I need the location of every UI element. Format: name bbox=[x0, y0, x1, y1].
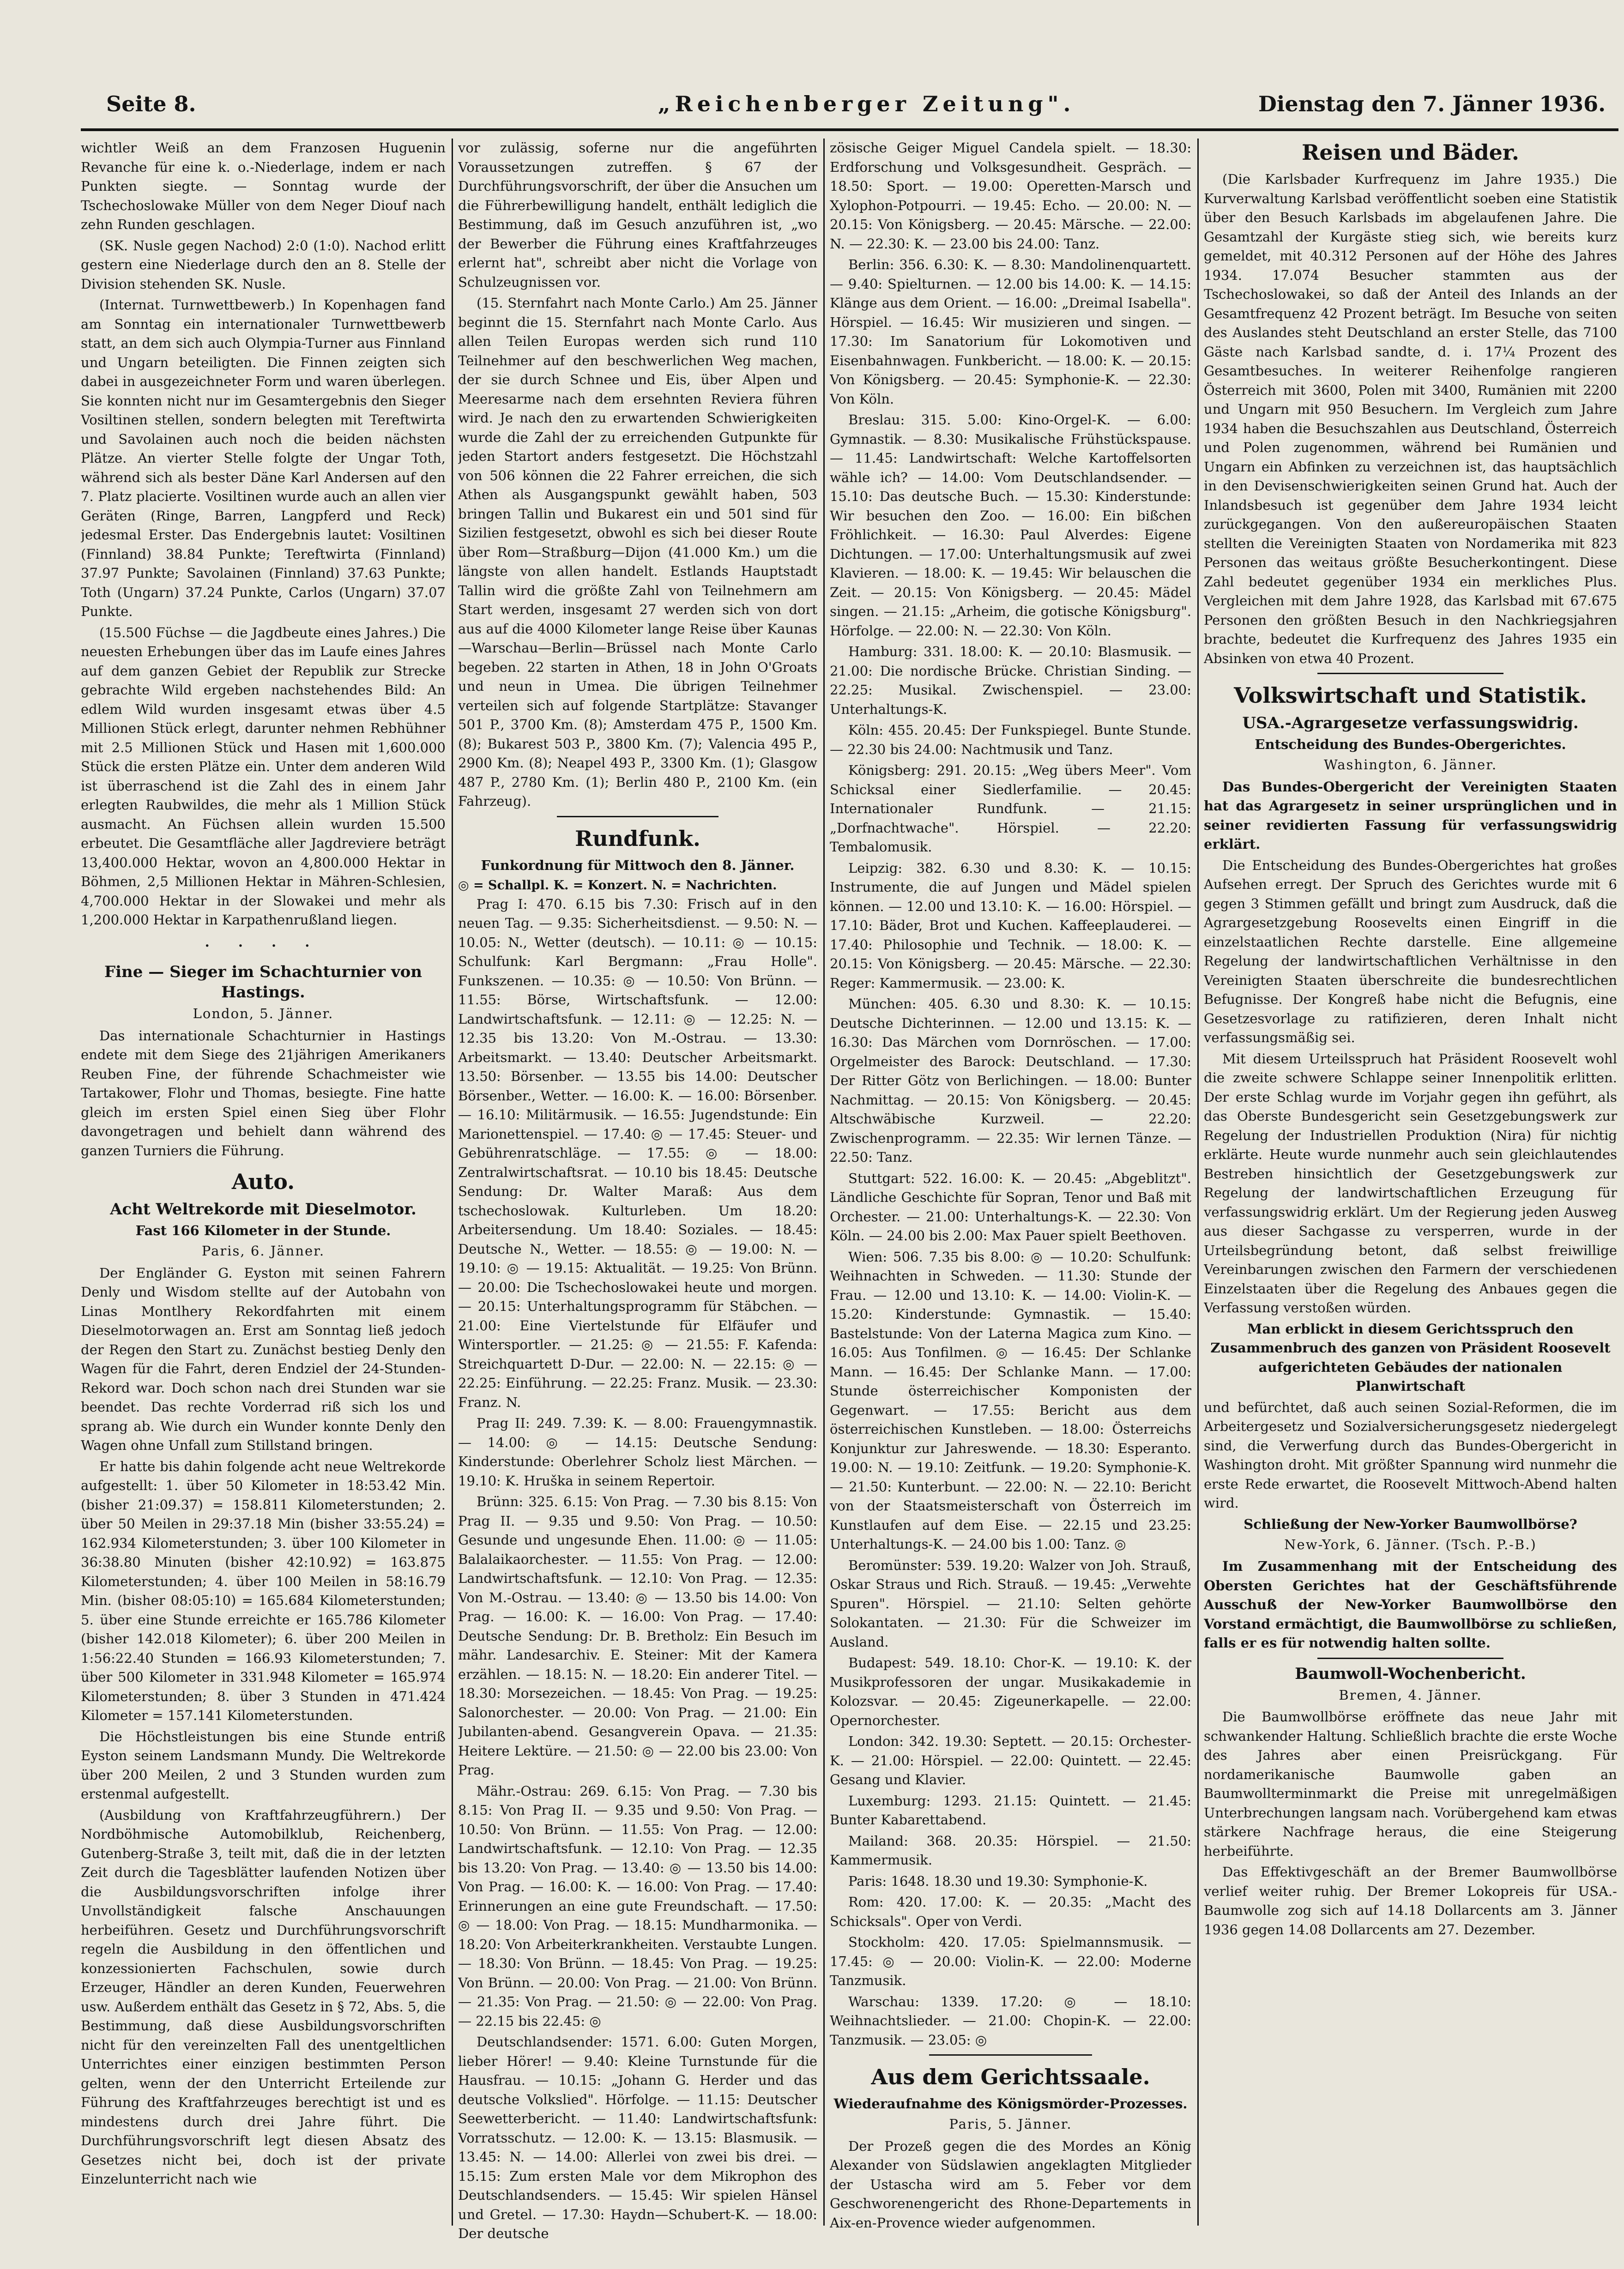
article-text: (Ausbildung von Kraftfahrzeugführern.) Der Nordböhmische Automobilklub, Reichenberg, Gutenberg-Straße 3, teilt mit, daß die in der letzten Zeit durch die Tagesblätter laufenden Notizen über die Ausbildungsvorschriften infolge ihrer Unvollständigkeit falsche Anschauungen herbeiführen. Gesetz und Durchführungsvorschrift regeln die Ausbildung in den öffentlichen und konzessionierten Fachschulen, sowie durch Erzeuger, Händler an deren Kunden, Feuerwehren usw. Außerdem enthält das Gesetz in § 72, Abs. 5, die Bestimmung, daß diese Ausbildungsvorschriften nicht für den vereinzelten Fall des unentgeltlichen Unterrichtes einer einzigen bestimmten Person gelten, wenn der den Unterricht Erteilende zur Führung des Kraftfahrzeuges berechtigt ist und es mindestens durch drei Jahre führt. Die Durchführungsvorschrift legt diesen Absatz des Gesetzes nicht bei, doch ist der private Einzelunterricht nach wie bbox=[81, 1807, 446, 2187]
radio-program: zösische Geiger Miguel Candela spielt. — 18.30: Erdforschung und Volksgesundheit. Gespräch. — 18.50: Sport. — 19.00: Operetten-Marsch und Xylophon-Potpourri. — 19.45: Echo. — 20.00: N. — 20.15: Von Königsberg. — 20.45: Märsche. — 22.00: N. — 22.30: K. — 23.00 bis 24.00: Tanz. bbox=[830, 140, 1191, 252]
column-divider bbox=[452, 139, 453, 2226]
headline-auto: Acht Weltrekorde mit Dieselmotor. bbox=[110, 1200, 417, 1219]
dateline: London, 5. Jänner. bbox=[193, 1006, 334, 1021]
article-text: Der Prozeß gegen die des Mordes an König Alexander von Südslawien angeklagten Mitglieder der Ustascha wird am 5. Feber vor dem Geschworenengericht des Rhone-Departements in Aix-en-Provence wieder aufgenommen. bbox=[830, 2138, 1191, 2231]
radio-program: Luxemburg: 1293. 21.15: Quintett. — 21.45: Bunter Kabarettabend. bbox=[830, 1792, 1191, 1828]
article-text: Die Baumwollbörse eröffnete das neue Jahr mit schwankender Haltung. Schließlich brachte die erste Woche des Jahres aber einen Preisrückgang. Für nordamerikanische Baumwolle gaben an Baumwollterminmarkt die Preise mit unregelmäßigen Unterbrechungen langsam nach. Vorübergehend kam etwas stärkere Nachfrage heraus, die eine Steigerung herbeiführte. bbox=[1204, 1709, 1617, 1859]
section-heading-travel: Reisen und Bäder. bbox=[1302, 140, 1519, 165]
radio-program: Warschau: 1339. 17.20: ◎ — 18.10: Weihnachtslieder. — 21.00: Chopin-K. — 22.00: Tanzmusik. — 23.05: ◎ bbox=[830, 1993, 1191, 2048]
headline-cotton-exchange: Schließung der New-Yorker Baumwollbörse? bbox=[1244, 1516, 1577, 1532]
column-divider bbox=[1197, 139, 1199, 2226]
article-text: Er hatte bis dahin folgende acht neue Weltrekorde aufgestellt: 1. über 50 Kilometer in 18:53.42 Min. (bisher 21:09.37) = 158.811 Kilometerstunden; 2. über 50 Meilen in 29:37.18 Min (bisher 33:55.24) = 162.934 Kilometerstunden; 3. über 100 Kilometer in 36:38.80 Minuten (bisher 42:10.92) = 163.875 Kilometerstunden; 4. über 100 Meilen in 58:16.79 Min. (bisher 08:05:10) = 165.684 Kilometerstunden; 5. über eine Stunde erreichte er 165.786 Kilometer (bisher 142.018 Kilometer); 6. über 200 Meilen in 1:56:22.40 Stunden = 166.93 Kilometerstunden; 7. über 500 Kilometer in 331.948 Kilometer = 165.974 Kilometerstunden; 8. über 3 Stunden in 471.424 Kilometer = 157.141 Kilometerstunden. bbox=[81, 1458, 446, 1723]
radio-program: München: 405. 6.30 und 8.30: K. — 10.15: Deutsche Dichterinnen. — 12.00 und 13.15: K. — 16.30: Das Märchen vom Dornröschen. — 17.00: Orgelmeister des Barock: Deutschland. — 17.30: Der Ritter Götz von Berlichingen. — 18.00: Bunter Nachmittag. — 20.15: Von Königsberg. — 20.45: Altschwäbische Kurzweil. — 22.20: Zwischenprogramm. — 22.35: Wir lernen Tänze. — 22.50: Tanz. bbox=[830, 996, 1191, 1165]
radio-program: Prag I: 470. 6.15 bis 7.30: Frisch auf in den neuen Tag. — 9.35: Sicherheitsdienst. — 9.50: N. — 10.05: N., Wetter (deutsch). — 10.11: ◎ — 10.15: Schulfunk: Karl Bergmann: „Frau Holle". Funkszenen. — 10.35: ◎ — 10.50: Von Brünn. — 11.55: Börse, Wirtschaftsfunk. — 12.00: Landwirtschaftsfunk. — 12.11: ◎ — 12.25: N. — 12.35 bis 13.20: Von M.-Ostrau. — 13.30: Arbeitsmarkt. — 13.40: Deutscher Arbeitsmarkt. 13.50: Börsenber. — 13.55 bis 14.00: Deutscher Börsenber., Wetter. — 16.00: K. — 16.00: Börsenber. — 16.10: Militärmusik. — 16.55: Jugendstunde: Ein Marionettenspiel. — 17.40: ◎ — 17.45: Steuer- und Gebührenratschläge. — 17.55: ◎ — 18.00: Zentralwirtschaftsrat. — 10.10 bis 18.45: Deutsche Sendung: Dr. Walter Maraß: Aus dem tschechoslowak. Kulturleben. Um 18.20: Arbeitersendung. Um 18.40: Soziales. — 18.45: Deutsche N., Wetter. — 18.55: ◎ — 19.00: N. — 19.10: ◎ — 19.15: Aktualität. — 19.25: Von Brünn. — 20.00: Die Tschechoslowakei heute und morgen. — 20.15: Unterhaltungsprogramm für Stäbchen. — 21.00: Eine Viertelstunde für Elfäufer und Wintersportler. — 21.25: ◎ — 21.55: F. Kafenda: Streichquartett D-Dur. — 22.00: N. — 22.15: ◎ — 22.25: Einführung. — 22.25: Franz. Musik. — 23.30: Franz. N. bbox=[458, 896, 817, 1410]
dateline: Washington, 6. Jänner. bbox=[1323, 757, 1497, 772]
subheadline: Funkordnung für Mittwoch den 8. Jänner. bbox=[481, 857, 795, 873]
article-text: (Internat. Turnwettbewerb.) In Kopenhagen fand am Sonntag ein internationaler Turnwettbewerb statt, an dem sich auch Olympia-Turner aus Finnland und Ungarn beteiligten. Die Finnen zeigten sich dabei in ausgezeichneter Form und waren überlegen. Sie konnten nicht nur im Gesamtergebnis den Sieger Vosiltinen stellen, sondern belegten mit Tereftwirta und Savolainen auch noch die beiden nächsten Plätze. An vierter Stelle folgte der Ungar Toth, während sich als bester Däne Karl Andersen auf den 7. Platz placierte. Vosiltinen wurde auch an allen vier Geräten (Ringe, Barren, Langpferd und Reck) jedesmal Erster. Das Endergebnis lautet: Vosiltinen (Finnland) 38.84 Punkte; Tereftwirta (Finnland) 37.97 Punkte; Savolainen (Finnland) 37.63 Punkte; Toth (Ungarn) 37.24 Punkte, Carlos (Ungarn) 37.07 Punkte. bbox=[81, 297, 446, 619]
radio-program: Stockholm: 420. 17.05: Spielmannsmusik. — 17.45: ◎ — 20.00: Violin-K. — 22.00: Moderne Tanzmusik. bbox=[830, 1934, 1191, 1988]
subheadline: Fast 166 Kilometer in der Stunde. bbox=[135, 1223, 391, 1238]
headline-cotton-weekly: Baumwoll-Wochenbericht. bbox=[1295, 1664, 1526, 1683]
radio-program: Mähr.-Ostrau: 269. 6.15: Von Prag. — 7.30 bis 8.15: Von Prag II. — 9.35 und 9.50: Von Prag. — 10.50: Von Brünn. — 11.55: Von Prag. — 12.00: Landwirtschaftsfunk. — 12.10: Von Prag. — 12.35 bis 13.20: Von Prag. — 13.40: ◎ — 13.50 bis 14.00: Von Prag. — 16.00: K. — 16.00: Von Prag. — 17.40: Erinnerungen an eine gute Freundschaft. — 17.50: ◎ — 18.00: Von Prag. — 18.15: Mundharmonika. — 18.20: Von Arbeiterkrankheiten. Verstaubte Lungen. — 18.30: Von Brünn. — 18.45: Von Prag. — 19.25: Von Brünn. — 20.00: Von Prag. — 21.00: Von Brünn. — 21.35: Von Prag. — 21.50: ◎ — 22.00: Von Prag. — 22.15 bis 22.45: ◎ bbox=[458, 1783, 817, 2029]
article-text: und befürchtet, daß auch seinen Sozial-Reformen, die im Arbeitergesetz und Sozialversicherungsgesetz niedergelegt sind, die Verwerfung durch das Bundes-Obergericht in Washington droht. Mit größter Spannung wird nunmehr die erste Rede erwartet, die Roosevelt Mittwoch-Abend halten wird. bbox=[1204, 1399, 1617, 1511]
subheadline: Wiederaufnahme des Königsmörder-Prozesses. bbox=[833, 2096, 1188, 2112]
radio-program: Rom: 420. 17.00: K. — 20.35: „Macht des Schicksals". Oper von Verdi. bbox=[830, 1894, 1191, 1929]
article-highlight: Man erblickt in diesem Gerichtsspruch den Zusammenbruch des ganzen von Präsident Roosevelt aufgerichteten Gebäudes der nationalen Planwirtschaft bbox=[1210, 1321, 1611, 1394]
article-text: Die Höchstleistungen bis eine Stunde entriß Eyston seinem Landsmann Mundy. Die Weltrekorde über 200 Meilen, 2 und 3 Stunden wurden zum erstenmal aufgestellt. bbox=[81, 1728, 446, 1802]
radio-program: Hamburg: 331. 18.00: K. — 20.10: Blasmusik. — 21.00: Die nordische Brücke. Christian Sinding. — 22.25: Musikal. Zwischenspiel. — 23.00: Unterhaltungs-K. bbox=[830, 644, 1191, 717]
column-4 bbox=[1204, 139, 1617, 2244]
issue-date: Dienstag den 7. Jänner 1936. bbox=[1258, 91, 1606, 116]
section-ornament: · · · · bbox=[205, 937, 322, 953]
article-text: Im Zusammenhang mit der Entscheidung des Obersten Gerichtes hat der Geschäftsführende Ausschuß der New-Yorker Baumwollbörse den Vorstand ermächtigt, die Baumwollbörse zu schließen, falls er es für notwendig halten sollte. bbox=[1204, 1558, 1617, 1651]
article-text: vor zulässig, soferne nur die angeführten Voraussetzungen zutreffen. § 67 der Durchführungsvorschrift, der über die Ansuchen um die Führerbewilligung handelt, enthält lediglich die Bestimmung, daß im Gesuch anzuführen ist, „wo der Bewerber die Führung eines Kraftfahrzeuges erlernt hat", schreibt aber nicht die Vorlage von Schulzeugnissen vor. bbox=[458, 140, 817, 290]
radio-program: London: 342. 19.30: Septett. — 20.15: Orchester-K. — 21.00: Hörspiel. — 22.00: Quintett. — 22.45: Gesang und Klavier. bbox=[830, 1733, 1191, 1787]
section-rule bbox=[1317, 673, 1503, 674]
section-heading-economy: Volkswirtschaft und Statistik. bbox=[1234, 683, 1587, 708]
radio-program: Königsberg: 291. 20.15: „Weg übers Meer". Vom Schicksal einer Siedlerfamilie. — 20.45: Internationaler Rundfunk. — 21.15: „Dorfnachtwache". Hörspiel. — 22.20: Tembalomusik. bbox=[830, 762, 1191, 855]
article-text: (Die Karlsbader Kurfrequenz im Jahre 1935.) Die Kurverwaltung Karlsbad veröffentlicht soeben eine Statistik über den Besuch Karlsbads im abgelaufenen Jahre. Die Gesamtzahl der Kurgäste stieg sich, wie bereits kurz gemeldet, mit 40.312 Personen auf der Höhe des Jahres 1934. 17.074 Besucher stammten aus der Tschechoslowakei, so daß der Anteil des Inlands an der Gesamtfrequenz 42 Prozent beträgt. Im Besuche von seiten des Auslandes steht Deutschland an erster Stelle, das 7100 Gäste nach Karlsbad sandte, d. i. 17¼ Prozent des Gesamtbesuches. In weiterer Reihenfolge rangieren Österreich mit 3600, Polen mit 3400, Rumänien mit 2200 und Ungarn mit 950 Besuchern. Im Vergleich zum Jahre 1934 haben die Besuchszahlen aus Deutschland, Österreich und Polen zugenommen, während bei Rumänien und Ungarn ein Abfinken zu verzeichnen ist, das hauptsächlich in den Devisenschwierigkeiten seinen Grund hat. Auch der Inlandsbesuch ist gegenüber dem Jahre 1934 leicht zurückgegangen. Von den außereuropäischen Staaten stellten die Vereinigten Staaten von Nordamerika mit 823 Personen das weitaus größte Besucherkontingent. Diese Zahl bedeutet gegenüber 1934 ein merkliches Plus. Vergleichen mit dem Jahre 1928, das Karlsbad mit 67.675 Personen den größten Besuch in den Nachkriegsjahren brachte, bedeutet die Kurfrequenz des Jahres 1935 ein Absinken von etwa 40 Prozent. bbox=[1204, 171, 1617, 666]
article-text: Das internationale Schachturnier in Hastings endete mit dem Siege des 21jährigen Amerikaners Reuben Fine, der führende Schachmeister wie Tartakower, Flohr und Thomas, besiegte. Fine hatte gleich im ersten Spiel einen Sieg über Flohr davongetragen und behielt dann während des ganzen Turniers die Führung. bbox=[81, 1027, 446, 1159]
page-number: Seite 8. bbox=[106, 91, 196, 116]
section-rule bbox=[929, 2054, 1092, 2056]
headline-chess: Fine — Sieger im Schachturnier von Hastings. bbox=[104, 963, 422, 1002]
radio-program: Berlin: 356. 6.30: K. — 8.30: Mandolinenquartett. — 9.40: Spielturnen. — 12.00 bis 14.00: K. — 14.15: Klänge aus dem Orient. — 16.00: „Dreimal Isabella". Hörspiel. — 16.45: Wir musizieren und singen. — 17.30: Im Sanatorium für Lokomotiven und Eisenbahnwagen. Funkbericht. — 18.00: K. — 20.15: Von Königsberg. — 20.45: Symphonie-K. — 22.30: Von Köln. bbox=[830, 257, 1191, 407]
radio-program: Budapest: 549. 18.10: Chor-K. — 19.10: K. der Musikprofessoren der ungar. Musikakademie in Kolozsvar. — 20.45: Zigeunerkapelle. — 22.00: Opernorchester. bbox=[830, 1655, 1191, 1728]
article-text: Die Entscheidung des Bundes-Obergerichtes hat großes Aufsehen erregt. Der Spruch des Gerichtes wurde mit 6 gegen 3 Stimmen gefällt und bringt zum Ausdruck, daß die Agrargesetzgebung Roosevelts einen Eingriff in die einzelstaatlichen Rechte darstelle. Eine allgemeine Regelung der landwirtschaftlichen Verhältnisse in den Vereinigten Staaten überschreite die bundesrechtlichen Befugnisse. Der Kongreß habe nicht die Befugnis, eine Gesetzesvorlage zu ratifizieren, deren Inhalt nicht verfassungsmäßig sei. bbox=[1204, 857, 1617, 1045]
radio-program: Paris: 1648. 18.30 und 19.30: Symphonie-K. bbox=[848, 1873, 1148, 1889]
section-heading-auto: Auto. bbox=[231, 1169, 295, 1194]
column-2 bbox=[458, 139, 817, 2244]
article-text: Das Effektivgeschäft an der Bremer Baumwollbörse verlief weiter ruhig. Der Bremer Lokopreis für USA.-Baumwolle zog sich auf 14.18 Dollarcents am 3. Jänner 1936 gegen 14.08 Dollarcents am 27. Dezember. bbox=[1204, 1864, 1617, 1937]
dateline: Paris, 6. Jänner. bbox=[201, 1243, 325, 1259]
radio-program: Brünn: 325. 6.15: Von Prag. — 7.30 bis 8.15: Von Prag II. — 9.35 und 9.50: Von Prag. — 10.50: Gesunde und ungesunde Ehen. 11.00: ◎ — 11.05: Balalaikaorchester. — 11.55: Von Prag. — 12.00: Landwirtschaftsfunk. — 12.10: Von Prag. — 12.35: Von M.-Ostrau. — 13.40: ◎ — 13.50 bis 14.00: Von Prag. — 16.00: K. — 16.00: Von Prag. — 17.40: Deutsche Sendung: Dr. B. Bretholz: Ein Besuch im mähr. Landesarchiv. E. Steiner: Mit der Kamera erzählen. — 18.15: N. — 18.20: Ein anderer Titel. — 18.30: Morsezeichen. — 18.45: Von Prag. — 19.25: Salonorchester. — 20.00: Von Prag. — 21.00: Ein Jubilanten-abend. Gesangverein Opava. — 21.35: Heitere Lektüre. — 21.50: ◎ — 22.00 bis 23.00: Von Prag. bbox=[458, 1494, 817, 1778]
subheadline: Entscheidung des Bundes-Obergerichtes. bbox=[1255, 736, 1566, 752]
radio-program: Beromünster: 539. 19.20: Walzer von Joh. Strauß, Oskar Straus und Rich. Strauß. — 19.45: „Verwehte Spuren". Hörspiel. — 21.10: Selten gehörte Solokantaten. — 21.30: Für die Schweizer im Ausland. bbox=[830, 1557, 1191, 1650]
column-3 bbox=[830, 139, 1191, 2244]
article-text: (SK. Nusle gegen Nachod) 2:0 (1:0). Nachod erlitt gestern eine Niederlage durch den an 8. Stelle der Division stehenden SK. Nusle. bbox=[81, 237, 446, 292]
radio-program: Mailand: 368. 20.35: Hörspiel. — 21.50: Kammermusik. bbox=[830, 1833, 1191, 1868]
column-divider bbox=[823, 139, 825, 2226]
page-header bbox=[81, 88, 1618, 120]
radio-program: Deutschlandsender: 1571. 6.00: Guten Morgen, lieber Hörer! — 9.40: Kleine Turnstunde für die Hausfrau. — 10.15: „Johann G. Herder und das deutsche Volkslied". Hörfolge. — 11.15: Deutscher Seewetterbericht. — 11.40: Landwirtschaftsfunk: Vorratsschutz. — 12.00: K. — 13.15: Blasmusik. — 13.45: N. — 14.00: Allerlei von zwei bis drei. — 15.15: Zum ersten Male vor dem Mikrophon des Deutschlandsenders. — 15.45: Wir spielen Hänsel und Gretel. — 17.30: Haydn—Schubert-K. — 18.00: Der deutsche bbox=[458, 2034, 817, 2241]
headline-agrar: USA.-Agrargesetze verfassungswidrig. bbox=[1242, 714, 1579, 732]
radio-program: Köln: 455. 20.45: Der Funkspiegel. Bunte Stunde. — 22.30 bis 24.00: Nachtmusik und Tanz. bbox=[830, 722, 1191, 757]
column-1 bbox=[81, 139, 446, 2244]
dateline: Bremen, 4. Jänner. bbox=[1339, 1687, 1482, 1703]
radio-legend: ◎ = Schallpl. K. = Konzert. N. = Nachrichten. bbox=[458, 878, 777, 893]
article-text: Der Engländer G. Eyston mit seinen Fahrern Denly und Wisdom stellte auf der Autobahn von Linas Montlhery Rekordfahrten mit einem Dieselmotorwagen an. Erst am Sonntag ließ jedoch der Regen den Start zu. Zunächst bestieg Denly den Wagen für die Fahrt, deren Endziel der 24-Stunden-Rekord war. Doch schon nach drei Stunden war sie beendet. Das rechte Vorderrad riß sich los und sprang ab. Wie durch ein Wunder konnte Denly den Wagen ohne Unfall zum Stillstand bringen. bbox=[81, 1265, 446, 1453]
section-heading-radio: Rundfunk. bbox=[575, 826, 700, 851]
newspaper-title: „Reichenberger Zeitung". bbox=[658, 91, 1075, 116]
dateline: Paris, 5. Jänner. bbox=[949, 2116, 1072, 2132]
article-text: wichtler Weiß an dem Franzosen Huguenin Revanche für eine k. o.-Niederlage, indem er nach Punkten siegte. — Sonntag wurde der Tschechoslowake Müller von dem Neger Diouf nach zehn Runden geschlagen. bbox=[81, 140, 446, 232]
header-rule bbox=[81, 128, 1618, 131]
radio-program: Prag II: 249. 7.39: K. — 8.00: Frauengymnastik. — 14.00: ◎ — 14.15: Deutsche Sendung: Kinderstunde: Oberlehrer Scholz liest Märchen. — 19.10: K. Hruška in seinem Repertoir. bbox=[458, 1415, 817, 1489]
radio-program: Leipzig: 382. 6.30 und 8.30: K. — 10.15: Instrumente, die auf Jungen und Mädel spielen können. — 12.00 und 13.10: K. — 16.00: Hörspiel. — 17.10: Bäder, Brot und Kuchen. Kaffeeplauderei. — 17.40: Philosophie und Technik. — 18.00: K. — 20.15: Von Königsberg. — 20.45: Märsche. — 22.30: Reger: Kammermusik. — 23.00: K. bbox=[830, 860, 1191, 991]
dateline: New-York, 6. Jänner. (Tsch. P.-B.) bbox=[1284, 1536, 1537, 1552]
article-text: (15. Sternfahrt nach Monte Carlo.) Am 25. Jänner beginnt die 15. Sternfahrt nach Monte Carlo. Aus allen Teilen Europas werden sich rund 110 Teilnehmer auf den beschwerlichen Weg machen, der sie durch Schnee und Eis, über Alpen und Meeresarme nach dem ersehnten Reviera führen wird. Je nach den zu erwartenden Schwierigkeiten wurde die Zahl der zu erreichenden Gutpunkte für jeden Startort anders festgesetzt. Die Höchstzahl von 506 können die 22 Fahrer erreichen, die sich Athen als Ausgangspunkt gewählt haben, 503 bringen Tallin und Bukarest ein und 501 sind für Sizilien festgesetzt, obwohl es sich bei dieser Route über Rom—Straßburg—Dijon (41.000 Km.) um die längste von allen handelt. Estlands Hauptstadt Tallin wird die größte Zahl von Teilnehmern am Start werden, insgesamt 27 werden sich von dort aus auf die 4000 Kilometer lange Reise über Kaunas—Warschau—Berlin—Brüssel nach Monte Carlo begeben. 22 starten in Athen, 18 in John O'Groats und neun in Umea. Die übrigen Teilnehmer verteilen sich auf folgende Startplätze: Stavanger 501 P., 3700 Km. (8); Amsterdam 475 P., 1500 Km. (8); Bukarest 503 P., 3800 Km. (7); Valencia 495 P., 2900 Km. (8); Neapel 493 P., 3300 Km. (1); Glasgow 487 P., 2780 Km. (1); Berlin 480 P., 2100 Km. (ein Fahrzeug). bbox=[458, 295, 817, 809]
article-lead: Das Bundes-Obergericht der Vereinigten Staaten hat das Agrargesetz in seiner ursprünglichen und in seiner revidierten Fassung für verfassungswidrig erklärt. bbox=[1204, 778, 1617, 852]
section-rule bbox=[1317, 1658, 1503, 1659]
section-heading-court: Aus dem Gerichtssaale. bbox=[871, 2064, 1150, 2089]
radio-program: Wien: 506. 7.35 bis 8.00: ◎ — 10.20: Schulfunk: Weihnachten in Schweden. — 11.30: Stunde der Frau. — 12.00 und 13.10: K. — 14.00: Violin-K. — 15.20: Kinderstunde: Gymnastik. — 15.40: Bastelstunde: Von der Laterna Magica zum Kino. — 16.05: Aus Tonfilmen. ◎ — 16.45: Der Schlanke Mann. — 16.45: Der Schlanke Mann. — 17.00: Stunde österreichischer Komponisten der Gegenwart. — 17.55: Bericht aus dem österreichischen Kunstleben. — 18.00: Österreichs Konjunktur zur Jahreswende. — 18.30: Esperanto. 19.00: N. — 19.10: Zeitfunk. — 19.20: Symphonie-K. — 21.50: Kunterbunt. — 22.00: N. — 22.10: Bericht von der Staatsmeisterschaft von Österreich im Kunstlaufen auf dem Eise. — 22.15 und 23.25: Unterhaltungs-K. — 24.00 bis 1.00: Tanz. ◎ bbox=[830, 1249, 1191, 1552]
article-text: (15.500 Füchse — die Jagdbeute eines Jahres.) Die neuesten Erhebungen über das im Laufe eines Jahres auf dem ganzen Gebiet der Republik zur Strecke gebrachte Wild ergeben nachstehendes Bild: An edlem Wild wurden insgesamt etwas über 4.5 Millionen Stück erlegt, darunter nehmen Rebhühner mit 2.5 Millionen Stück und Hasen mit 1,600.000 Stück die ersten Plätze ein. Unter dem anderen Wild ist überraschend ist die Zahl des in einem Jahr erlegten Raubwildes, die mehr als 1 Million Stück ausmacht. An Füchsen allein wurden 15.500 erbeutet. Die Gesamtfläche aller Jagdreviere beträgt 13,400.000 Hektar, wovon an 4,800.000 Hektar in Böhmen, 2,5 Millionen Hektar in Mähren-Schlesien, 4,700.000 Hektar in der Slowakei und mehr als 1,200.000 Hektar in Karpathenrußland liegen. bbox=[81, 624, 446, 928]
article-text: Mit diesem Urteilsspruch hat Präsident Roosevelt wohl die zweite schwere Schlappe seiner Innenpolitik erlitten. Der erste Schlag wurde im Vorjahr gegen ihn geführt, als das Oberste Bundesgericht sein Gesetzgebungswerk zur Regelung der Industriellen Produktion (Nira) für nichtig erklärte. Heute wurde nunmehr auch sein gleichlautendes Bestreben hinsichtlich der Gesetzgebungswerk zur Regelung der landwirtschaftlichen Erzeugung für verfassungswidrig erklärt. Um der Regierung jeden Ausweg aus dieser Sachgasse zu versperren, wurde in der Urteilsbegründung betont, daß selbst freiwillige Vereinbarungen zwischen den Farmern der verschiedenen Einzelstaaten über die Regelung des Anbaues gegen die Verfassung verstoßen würden. bbox=[1204, 1050, 1617, 1316]
radio-program: Breslau: 315. 5.00: Kino-Orgel-K. — 6.00: Gymnastik. — 8.30: Musikalische Frühstückspause. — 11.45: Landwirtschaft: Welche Kartoffelsorten wähle ich? — 14.00: Vom Deutschlandsender. — 15.10: Das deutsche Buch. — 15.30: Kinderstunde: Wir besuchen den Zoo. — 16.00: Ein bißchen Fröhlichkeit. — 16.30: Paul Alverdes: Eigene Dichtungen. — 17.00: Unterhaltungsmusik auf zwei Klavieren. — 18.00: K. — 19.45: Wir belauschen die Zeit. — 20.15: Von Königsberg. — 20.45: Mädel singen. — 21.15: „Arheim, die gotische Königsburg". Hörfolge. — 22.00: N. — 22.30: Von Köln. bbox=[830, 412, 1191, 639]
radio-program: Stuttgart: 522. 16.00: K. — 20.45: „Abgeblitzt". Ländliche Geschichte für Sopran, Tenor und Baß mit Orchester. — 21.00: Unterhaltungs-K. — 22.30: Von Köln. — 24.00 bis 2.00: Max Pauer spielt Beethoven. bbox=[830, 1170, 1191, 1243]
section-rule bbox=[557, 816, 718, 817]
